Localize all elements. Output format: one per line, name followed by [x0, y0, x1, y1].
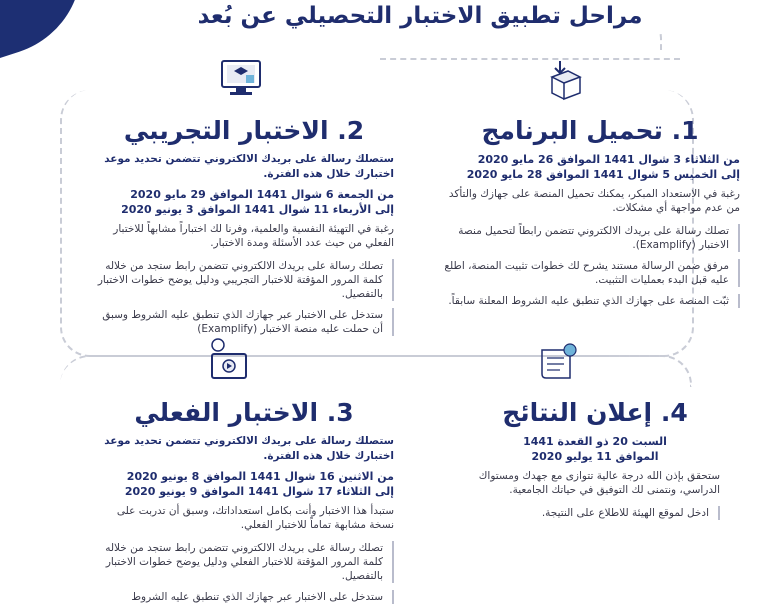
step-2-date-to: إلى الأربعاء 11 شوال 1441 الموافق 3 يونيو 2020: [121, 203, 394, 216]
step-3-section: [94, 396, 394, 611]
step-1-number: 1.: [671, 116, 699, 145]
step-2-item: تصلك رسالة على بريدك الالكتروني تتضمن رابط ستجد من خلاله كلمة المرور المؤقتة للاختبار التجريبي ودليل يوضح خطوات الاختبار بالتفصيل.: [94, 259, 394, 301]
step-2-number: 2.: [337, 116, 365, 145]
step-3-item: تصلك رسالة على بريدك الالكتروني تتضمن رابط ستجد من خلاله كلمة المرور المؤقتة للاختبار الفعلي ودليل يوضح خطوات الاختبار بالتفصيل.: [94, 541, 394, 583]
flow-line-bottom: [60, 355, 692, 387]
step-4-item: ادخل لموقع الهيئة للاطلاع على النتيجة.: [470, 506, 720, 520]
step-2-section: [94, 114, 394, 343]
step-1-heading: [440, 114, 740, 148]
step-4-date-line-1: السبت 20 ذو القعدة 1441: [523, 435, 667, 448]
step-3-date-from: من الاثنين 16 شوال 1441 الموافق 8 يونيو 2020: [126, 470, 394, 483]
step-4-heading: [470, 396, 720, 430]
step-2-date-from: من الجمعة 6 شوال 1441 الموافق 29 مايو 2020: [130, 188, 394, 201]
step-4-intro: ستحقق بإذن الله درجة عالية تتوازى مع جهدك ومستواك الدراسي، ونتمنى لك التوفيق في حياتك الجامعية.: [478, 470, 720, 496]
page-title: مراحل تطبيق الاختبار التحصيلي عن بُعد: [170, 0, 670, 32]
step-3-date-to: إلى الثلاثاء 17 شوال 1441 الموافق 9 يونيو 2020: [124, 485, 394, 498]
certificate-icon: [536, 340, 582, 386]
step-3-title: الاختبار الفعلي: [134, 398, 319, 427]
step-4-date-line-2: الموافق 11 يوليو 2020: [531, 450, 659, 463]
step-3-item: ستدخل على الاختبار عبر جهازك الذي تنطبق عليه الشروط: [94, 590, 394, 604]
step-2-heading: [94, 114, 394, 148]
step-1-item: تصلك رسالة على بريدك الالكتروني تتضمن رابطاً لتحميل منصة الاختبار (Examplify).: [440, 224, 740, 252]
step-1-title: تحميل البرنامج: [481, 116, 663, 145]
step-1-intro: رغبة في الاستعداد المبكر، يمكنك تحميل المنصة على جهازك والتأكد من عدم مواجهة أي مشكلات.: [448, 188, 740, 214]
step-2-item: ستدخل على الاختبار عبر جهازك الذي تنطبق عليه الشروط وسبق أن حملت عليه منصة الاختبار (Examplify): [94, 308, 394, 336]
step-1-item: ثبّت المنصة على جهازك الذي تنطبق عليه الشروط المعلنة سابقاً.: [440, 294, 740, 308]
step-1-date-to: إلى الخميس 5 شوال 1441 الموافق 28 مايو 2020: [466, 168, 740, 181]
step-3-email-note: ستصلك رسالة على بريدك الالكتروني تتضمن تحديد موعد اختبارك خلال هذه الفترة.: [104, 435, 394, 462]
step-3-number: 3.: [326, 398, 354, 427]
step-2-intro: رغبة في التهيئة النفسية والعلمية، وفرنا لك اختباراً مشابهاً للاختبار الفعلي من حيث عدد الأسئلة ومدة الاختبار.: [113, 223, 394, 249]
flow-line-right: [380, 48, 680, 60]
step-2-email-note: ستصلك رسالة على بريدك الالكتروني تتضمن تحديد موعد اختبارك خلال هذه الفترة.: [104, 153, 394, 180]
computer-test-icon: [218, 55, 264, 101]
step-4-section: [470, 396, 720, 527]
step-3-heading: [94, 396, 394, 430]
step-3-intro: ستبدأ هذا الاختبار وأنت بكامل استعداداتك، وسبق أن تدربت على نسخة مشابهة تماماً للاختبار الفعلي.: [116, 505, 394, 531]
step-4-number: 4.: [660, 398, 688, 427]
step-1-item: مرفق ضمن الرسالة مستند يشرح لك خطوات تثبيت المنصة، اطلع عليه قبل البدء بعمليات التثبيت.: [440, 259, 740, 287]
corner-decoration: [0, 0, 105, 70]
download-box-icon: [542, 57, 588, 103]
step-1-section: [440, 114, 740, 315]
step-1-date-from: من الثلاثاء 3 شوال 1441 الموافق 26 مايو 2020: [477, 153, 740, 166]
step-2-title: الاختبار التجريبي: [123, 116, 329, 145]
step-4-title: إعلان النتائج: [502, 398, 653, 427]
